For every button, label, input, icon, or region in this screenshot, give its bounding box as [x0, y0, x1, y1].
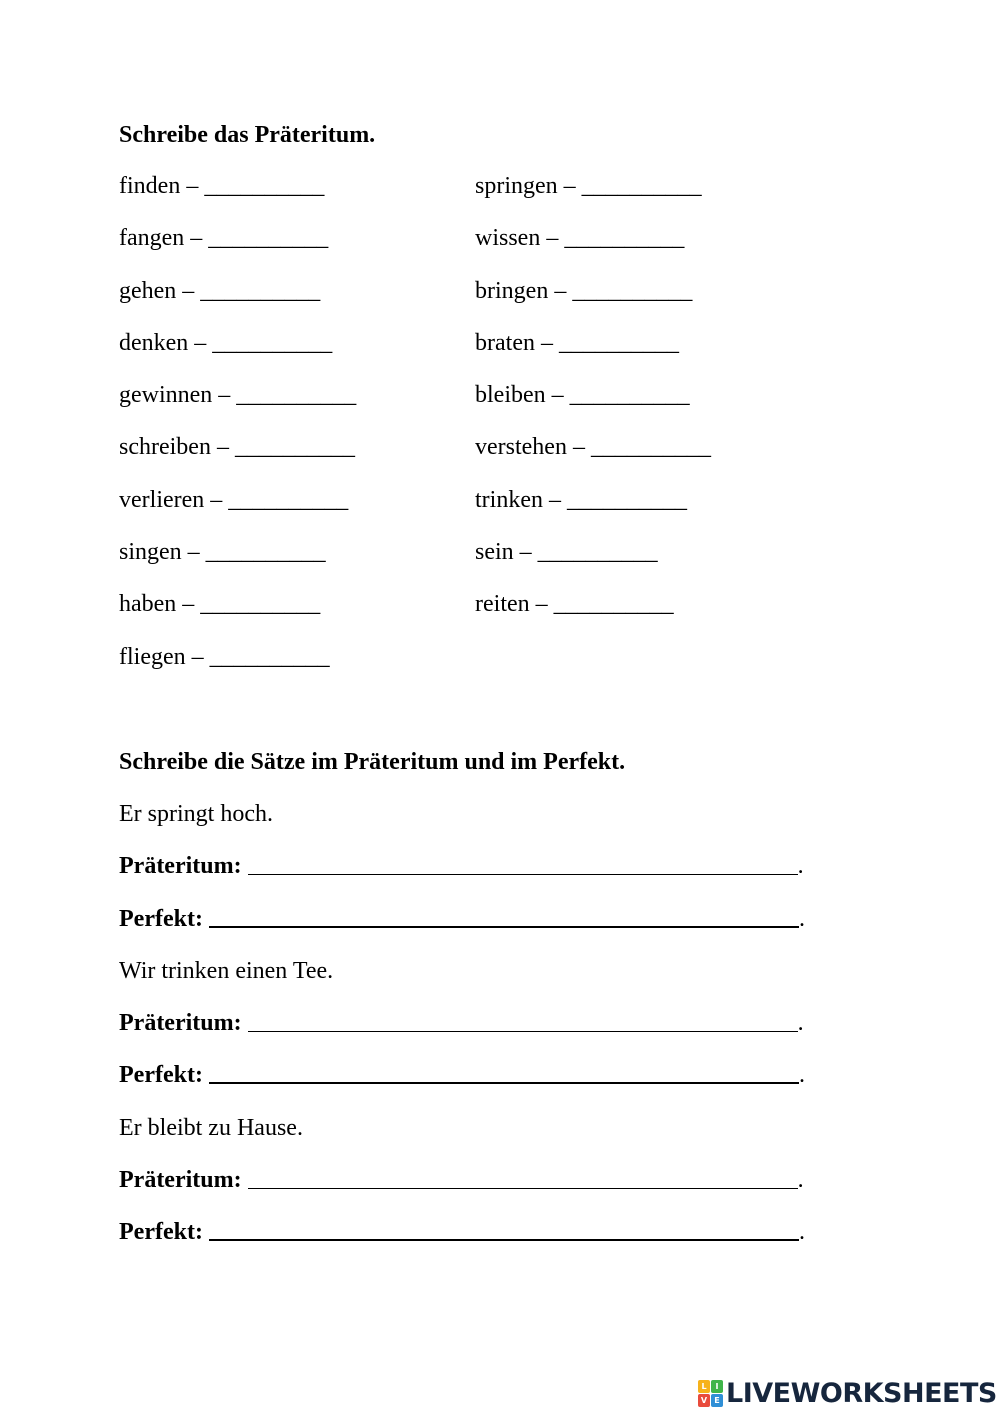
verb-item: sein – __________	[475, 539, 658, 566]
perfekt-answer-line[interactable]	[209, 1239, 799, 1241]
perfekt-answer-row	[119, 904, 839, 956]
sentence-prompt: Er springt hoch.	[119, 801, 273, 827]
verb-list	[119, 171, 839, 694]
verb-item: schreiben – __________	[119, 434, 355, 461]
perfekt-answer-row	[119, 1217, 839, 1269]
verb-item: braten – __________	[475, 329, 679, 356]
verb-item: denken – __________	[119, 329, 333, 356]
verb-item: fangen – __________	[119, 225, 329, 252]
liveworksheets-logo	[698, 1377, 997, 1409]
perfekt-label: Perfekt:	[119, 1062, 203, 1089]
verb-item: finden – __________	[119, 173, 325, 199]
section1-heading: Schreibe das Präteritum.	[119, 122, 376, 148]
verb-item: bringen – __________	[475, 277, 693, 304]
praeteritum-answer-row	[119, 1165, 839, 1217]
verb-row	[119, 642, 839, 694]
verb-row	[119, 276, 839, 328]
verb-item: verlieren – __________	[119, 486, 349, 513]
verb-row	[119, 485, 839, 537]
sentence-end: .	[798, 1219, 805, 1246]
verb-item: verstehen – __________	[475, 434, 711, 461]
verb-row	[119, 589, 839, 641]
verb-row	[119, 432, 839, 484]
verb-item: wissen – __________	[475, 225, 685, 252]
praeteritum-answer-row	[119, 1008, 839, 1060]
sentence-end: .	[797, 853, 804, 880]
perfekt-answer-row	[119, 1060, 839, 1112]
praeteritum-label: Präteritum:	[119, 1167, 242, 1194]
logo-text: LIVEWORKSHEETS	[726, 1377, 997, 1409]
verb-item: springen – __________	[475, 173, 702, 199]
praeteritum-label: Präteritum:	[119, 1010, 242, 1037]
praeteritum-answer-line[interactable]	[248, 874, 798, 875]
sentence-prompt: Er bleibt zu Hause.	[119, 1114, 303, 1141]
verb-row	[119, 328, 839, 380]
perfekt-answer-line[interactable]	[209, 1082, 799, 1084]
verb-row	[119, 171, 839, 223]
verb-row	[119, 380, 839, 432]
praeteritum-answer-line[interactable]	[248, 1031, 798, 1032]
perfekt-label: Perfekt:	[119, 905, 203, 932]
verb-item: bleiben – __________	[475, 382, 690, 409]
verb-item: haben – __________	[119, 591, 321, 618]
praeteritum-label: Präteritum:	[119, 853, 242, 880]
verb-row	[119, 223, 839, 275]
verb-item: gehen – __________	[119, 277, 321, 304]
logo-mark-icon: L I V E	[698, 1380, 722, 1406]
praeteritum-answer-row	[119, 851, 839, 903]
verb-item: reiten – __________	[475, 591, 674, 618]
sentence-end: .	[798, 905, 805, 932]
verb-row	[119, 537, 839, 589]
verb-item: gewinnen – __________	[119, 382, 357, 409]
perfekt-answer-line[interactable]	[209, 926, 799, 928]
sentence-end: .	[797, 1010, 804, 1037]
praeteritum-answer-line[interactable]	[248, 1188, 798, 1189]
perfekt-label: Perfekt:	[119, 1219, 203, 1246]
sentence-list	[119, 799, 839, 1270]
sentence-end: .	[798, 1062, 805, 1089]
verb-item: fliegen – __________	[119, 643, 330, 670]
section2-heading: Schreibe die Sätze im Präteritum und im Perfekt.	[119, 749, 626, 775]
sentence-prompt: Wir trinken einen Tee.	[119, 957, 334, 984]
verb-item: trinken – __________	[475, 486, 687, 513]
sentence-end: .	[797, 1167, 804, 1194]
verb-item: singen – __________	[119, 539, 326, 566]
